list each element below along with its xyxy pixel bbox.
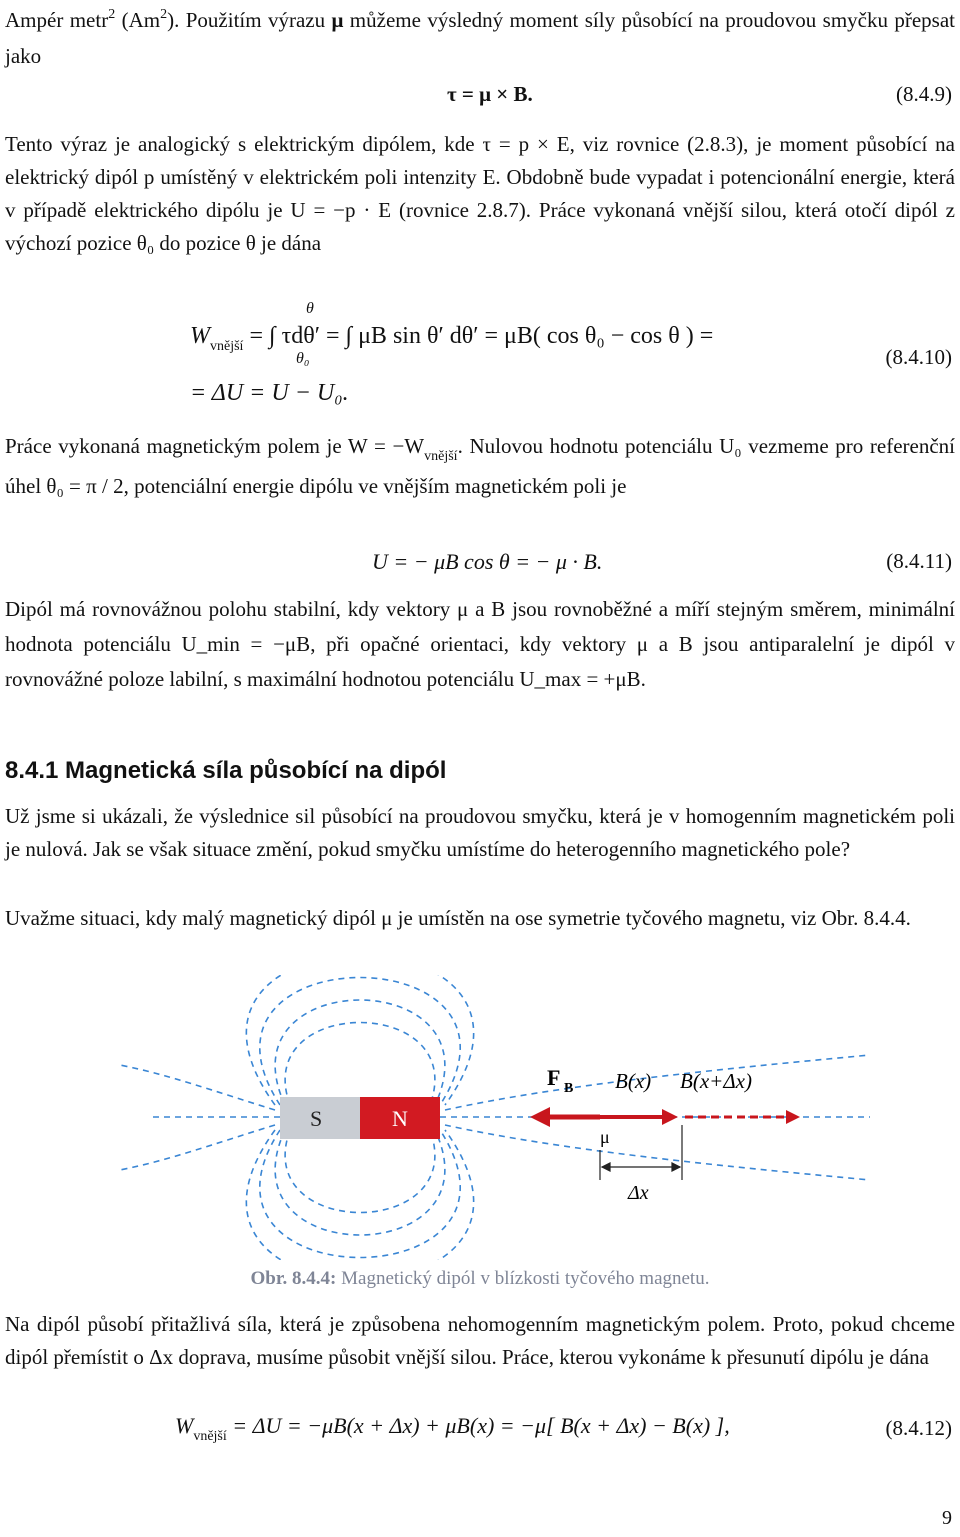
delta-x-label: Δx — [628, 1182, 649, 1204]
text: můžeme výsledný moment síly působící na proudovou smyčku přepsat jako — [5, 8, 956, 68]
paragraph-analogy: Tento výraz je analogický s elektrickým dipólem, kde τ = p × E, viz rovnice (2.8.3), je moment působící na elektrický dipól p umístěný v elektrickém poli intenzity E. Obdobně bude vypadat i potencionální energie, která v případě elektrického dipólu je U = −p · E (rovnice 2.8.7). Práce vykonaná vnější silou, která otočí dipól z výchozí pozice θ₀ do pozice θ je dána — [5, 132, 955, 255]
subscript: vnější — [424, 449, 458, 464]
text: (Am — [115, 8, 161, 32]
integral-upper-limit: θ — [306, 300, 314, 317]
equation-number: (8.4.9) — [896, 82, 952, 106]
expression: = ∫ τdθ′ = ∫ μB sin θ′ dθ′ = μB( cos θ₀ − cos θ ) = — [243, 323, 714, 349]
bx-dx-label: B(x+Δx) — [680, 1069, 752, 1093]
magnet-n-label: N — [392, 1106, 408, 1131]
text: . Nulovou hodnotu potenciálu U₀ vezmeme pro referenční úhel θ₀ = π / 2, potenciální energie dipólu ve vnějším magnetickém poli je — [5, 434, 955, 498]
equation-8-4-10-line2: = ΔU = U − U₀. — [190, 380, 349, 406]
paragraph-homogeneous: Už jsme si ukázali, že výslednice sil působící na proudovou smyčku, která je v homogenním magnetickém poli je nulová. Jak se však situace změní, pokud smyčku umístíme do heterogenního magnetického pole? — [5, 804, 955, 861]
equation-8-4-9: τ = μ × B. — [447, 82, 533, 106]
equation-number: (8.4.10) — [885, 345, 952, 369]
force-label: F — [547, 1065, 561, 1090]
paragraph-magnetic-work — [5, 428, 955, 504]
equation-number: (8.4.11) — [886, 549, 952, 573]
text: Práce vykonaná magnetickým polem je W = −W — [5, 434, 425, 458]
force-subscript: B — [564, 1081, 574, 1096]
caption-label: Obr. 8.4.4: — [250, 1268, 337, 1289]
expression: = ΔU = −μB(x + Δx) + μB(x) = −μ[ B(x + Δx) − B(x) ], — [226, 1413, 730, 1438]
bx-arrows — [600, 1109, 800, 1125]
figure-caption — [0, 1268, 960, 1290]
equation-8-4-10-line1 — [190, 323, 714, 354]
section-heading: 8.4.1 Magnetická síla působící na dipól — [5, 757, 447, 784]
bar-magnet-figure — [110, 975, 900, 1260]
magnet-s-label: S — [310, 1106, 323, 1131]
page-number: 9 — [942, 1507, 952, 1529]
work-symbol: W — [175, 1413, 194, 1438]
paragraph-situation: Uvažme situaci, kdy malý magnetický dipól μ je umístěn na ose symetrie tyčového magnetu, viz Obr. 8.4.4. — [5, 906, 911, 930]
subscript: vnější — [193, 1429, 227, 1444]
equation-number: (8.4.12) — [885, 1416, 952, 1440]
text: ). Použitím výrazu — [167, 8, 332, 32]
superscript: 2 — [160, 7, 168, 22]
superscript: 2 — [108, 7, 116, 22]
equation-8-4-11: U = − μB cos θ = − μ · B. — [372, 549, 603, 574]
work-symbol: W — [190, 323, 210, 349]
paragraph-attraction: Na dipól působí přitažlivá síla, která je způsobena nehomogenním magnetickým polem. Proto, pokud chceme dipól přemístit o Δx doprava, musíme působit vnější silou. Práce, kterou vykonáme k přesunutí dipólu je dána — [5, 1312, 955, 1369]
integral-lower-limit: θ₀ — [296, 350, 310, 367]
bx-label: B(x) — [615, 1069, 652, 1093]
paragraph-intro — [5, 4, 955, 73]
mu-symbol: μ — [331, 8, 344, 32]
equation-8-4-12 — [175, 1413, 730, 1444]
subscript: vnější — [210, 339, 244, 354]
caption-text: Magnetický dipól v blízkosti tyčového magnetu. — [336, 1268, 710, 1289]
force-arrow — [530, 1107, 600, 1127]
paragraph-equilibrium: Dipól má rovnovážnou polohu stabilní, kdy vektory μ a B jsou rovnoběžné a míří stejným směrem, minimální hodnota potenciálu U_min = −μB, při opačné orientaci, kdy vektory μ a B jsou antiparalelní je dipól v rovnovážné poloze labilní, s maximální hodnotou potenciálu U_max = +μB. — [5, 597, 955, 691]
text: Ampér metr — [5, 8, 109, 32]
mu-label: μ — [600, 1127, 610, 1147]
